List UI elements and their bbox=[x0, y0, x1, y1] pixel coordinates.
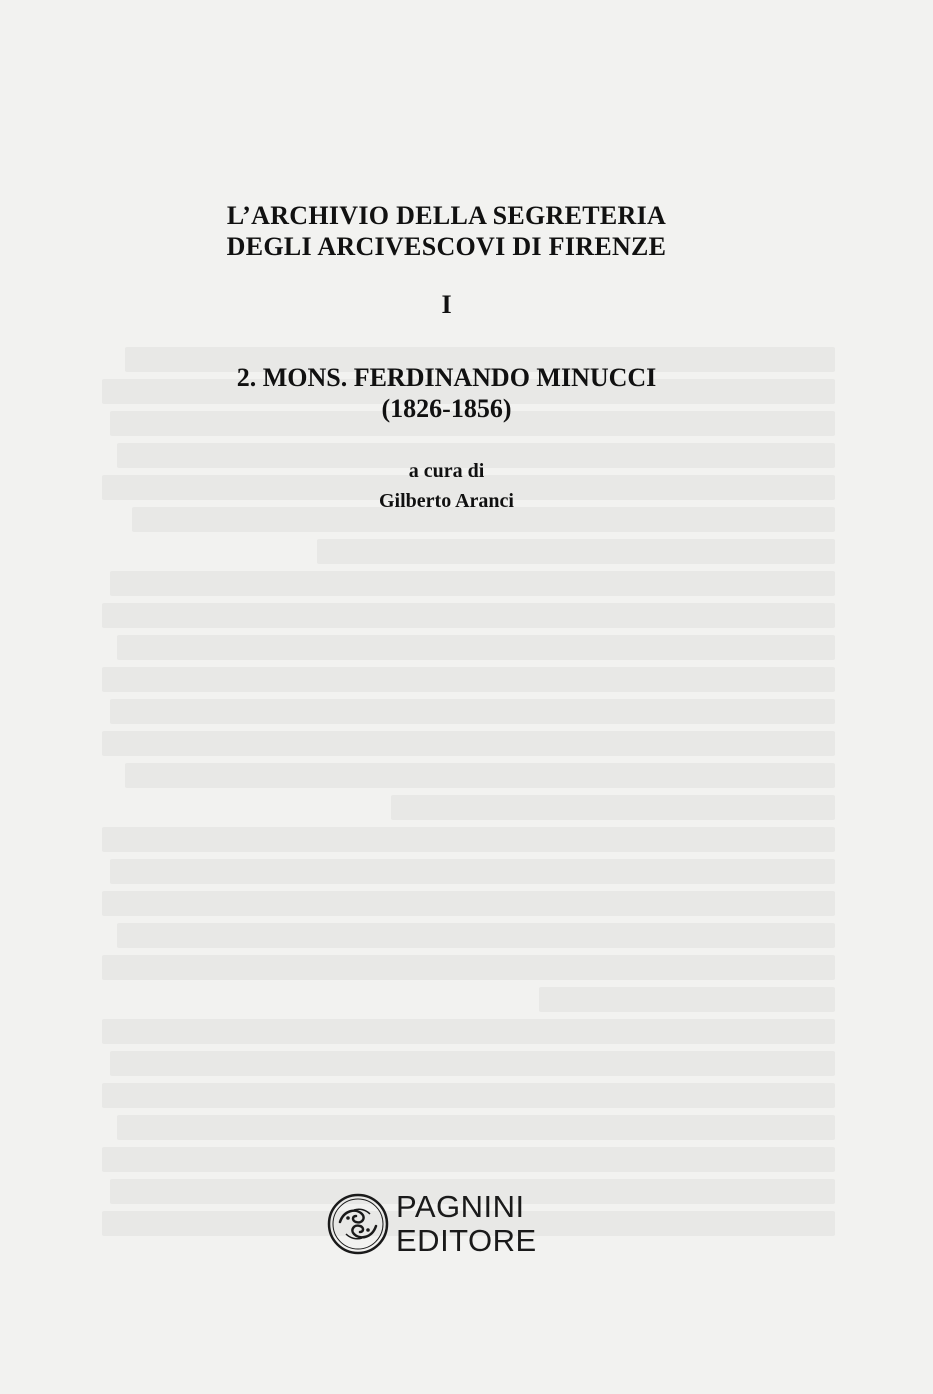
subtitle-line-1: 2. MONS. FERDINANDO MINUCCI bbox=[236, 363, 657, 392]
volume-number: I bbox=[441, 290, 452, 319]
dragon-emblem-icon bbox=[326, 1192, 390, 1256]
book-subtitle bbox=[0, 362, 893, 424]
publisher-name-line-2: EDITORE bbox=[396, 1223, 537, 1258]
book-title-line-2: DEGLI ARCIVESCOVI DI FIRENZE bbox=[226, 232, 667, 261]
book-title-line-1: L’ARCHIVIO DELLA SEGRETERIA bbox=[226, 201, 667, 230]
subtitle-line-2: (1826-1856) bbox=[381, 394, 512, 423]
editor-credit bbox=[0, 456, 893, 516]
publisher-imprint bbox=[326, 1188, 566, 1264]
publisher-name bbox=[396, 1190, 537, 1258]
editor-label: a cura di bbox=[408, 460, 485, 482]
book-title bbox=[0, 200, 893, 262]
editor-name: Gilberto Aranci bbox=[379, 490, 514, 512]
publisher-name-line-1: PAGNINI bbox=[396, 1189, 525, 1224]
